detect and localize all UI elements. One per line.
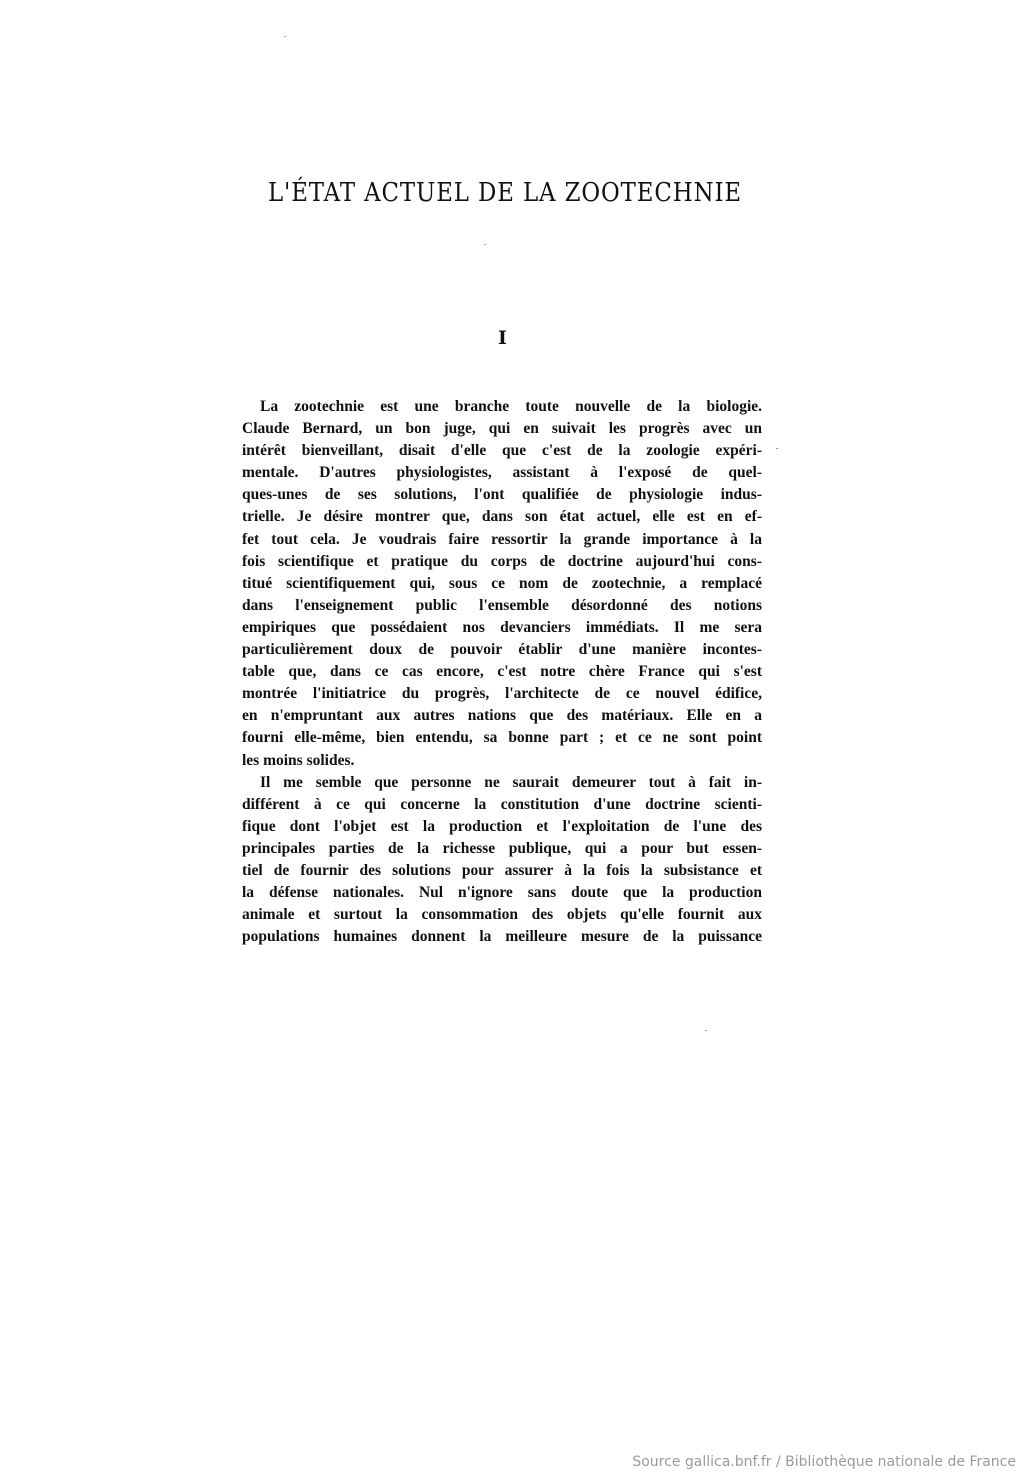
text-line: fet tout cela. Je voudrais faire ressortir la grande importance à la [242, 530, 762, 548]
text-line: la défense nationales. Nul n'ignore sans doute que la production [242, 884, 762, 902]
text-line: dans l'enseignement public l'ensemble désordonné des notions [242, 596, 762, 614]
text-line: ques-unes de ses solutions, l'ont qualifiée de physiologie indus- [242, 486, 762, 504]
text-line: mentale. D'autres physiologistes, assistant à l'exposé de quel- [242, 464, 762, 482]
text-line: tiel de fournir des solutions pour assurer à la fois la subsistance et [242, 861, 762, 879]
source-credit: Source gallica.bnf.fr / Bibliothèque nationale de France [632, 1454, 1016, 1470]
text-line: La zootechnie est une branche toute nouvelle de la biologie. [260, 398, 762, 415]
paragraph [242, 772, 762, 949]
text-line: Claude Bernard, un bon juge, qui en suivait les progrès avec un [242, 420, 762, 438]
scan-speck [776, 448, 778, 449]
scan-speck [484, 244, 486, 245]
text-line: principales parties de la richesse publique, qui a pour but essen- [242, 839, 762, 857]
text-line: les moins solides. [242, 751, 355, 769]
section-number: I [498, 327, 507, 349]
text-line: fois scientifique et pratique du corps de doctrine aujourd'hui cons- [242, 552, 762, 570]
text-line: populations humaines donnent la meilleure mesure de la puissance [242, 928, 762, 946]
scan-speck [705, 1030, 707, 1031]
text-line: en n'empruntant aux autres nations que des matériaux. Elle en a [242, 707, 762, 725]
text-line: particulièrement doux de pouvoir établir d'une manière incontes- [242, 641, 762, 659]
text-line: intérêt bienveillant, disait d'elle que c'est de la zoologie expéri- [242, 442, 762, 460]
body-text [242, 396, 762, 948]
text-line: titué scientifiquement qui, sous ce nom de zootechnie, a remplacé [242, 574, 762, 592]
text-line: table que, dans ce cas encore, c'est notre chère France qui s'est [242, 663, 762, 681]
text-line: animale et surtout la consommation des objets qu'elle fournit aux [242, 906, 762, 924]
text-line: trielle. Je désire montrer que, dans son état actuel, elle est en ef- [242, 508, 762, 526]
text-line: différent à ce qui concerne la constitution d'une doctrine scienti- [242, 795, 762, 813]
text-line: fourni elle-même, bien entendu, sa bonne part ; et ce ne sont point [242, 729, 762, 747]
text-line: fique dont l'objet est la production et l'exploitation de l'une des [242, 817, 762, 835]
page-title: L'ÉTAT ACTUEL DE LA ZOOTECHNIE [267, 178, 743, 208]
text-line: montrée l'initiatrice du progrès, l'architecte de ce nouvel édifice, [242, 685, 762, 703]
text-line: empiriques que possédaient nos devanciers immédiats. Il me sera [242, 618, 762, 636]
text-line: Il me semble que personne ne saurait demeurer tout à fait in- [260, 773, 762, 791]
paragraph [242, 396, 762, 772]
scan-speck [284, 36, 286, 37]
